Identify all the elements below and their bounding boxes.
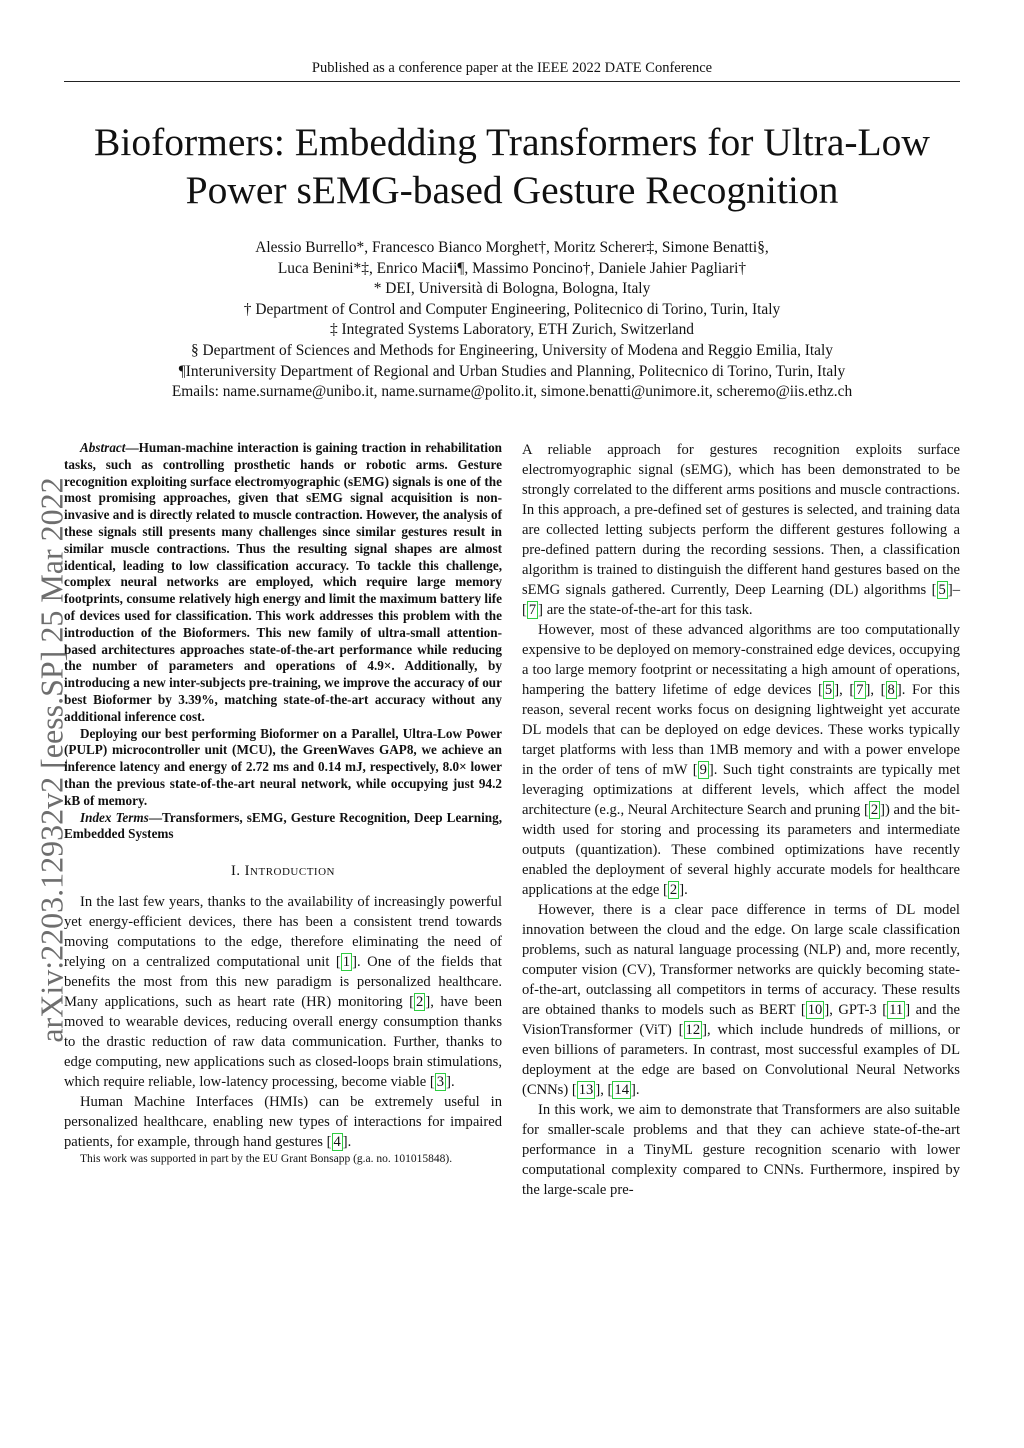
- index-terms: [64, 810, 502, 844]
- text: are the state-of-the-art for this task.: [543, 602, 753, 618]
- text: . Such tight constraints are typically met leveraging optimizations at different levels, which affect the model architecture (e.g., Neural Architecture Search and pruning: [522, 762, 960, 818]
- text: .: [684, 882, 688, 898]
- text: , have been moved to wearable devices, reducing overall energy consumption thanks to the drastic reduction of raw data communication. Further, thanks to edge computing, new applications such as closed-loops brain stimulations, which require reliable, low-latency processing, become viable: [64, 994, 503, 1091]
- right-paragraph-2: However, most of these advanced algorithms are too computationally expensive to be deployed on memory-constrained edge devices, occupying a too large memory footprint or necessitating a high amount of operations, hampering the battery lifetime of edge devices [ 5 ], [ 7 ], [ 8 ]. For this reason, several recent works focus on designing lightweight yet accurate DL models that can be deployed on edge devices. These works typically target platforms with less than 1MB memory and with a power envelope in the order of tens of mW [ 9 ]. Such tight constraints are typically met leveraging optimizations at different levels, which affect the model architecture (e.g., Neural Architecture Search and pruning [ 2 ]) and the bit-width used for storing and processing its parameters and intermediate outputs (quantization). These combined optimizations have recently enabled the deployment of several highly accurate models for healthcare applications at the edge [ 2 ].: [522, 622, 961, 898]
- text: ) and the bit-width used for storing and processing its parameters and intermediate outputs (quantization). These combined optimizations have recently enabled the deployment of several highly accurate models for healthcare applications at the edge: [522, 802, 961, 898]
- author-line-2: Luca Benini*‡, Enrico Macii¶, Massimo Poncino†, Daniele Jahier Pagliari†: [277, 259, 747, 277]
- text: , GPT-3: [829, 1002, 883, 1018]
- citation-link[interactable]: 2: [416, 994, 424, 1011]
- text: . One of the fields that benefits the most from this new paradigm is personalized healthcare. Many applications, such as heart rate (HR) monitoring: [64, 954, 502, 1011]
- text: However, there is a clear pace difference in terms of DL model innovation between the cloud and the edge. On large scale classification problems, such as natural language processing (NLP) and, more recently, computer vision (CV), Transformer networks are quickly becoming state-of-the-art, outclassing all competitors in terms of accuracy. These results are obtained thanks to models such as BERT: [522, 902, 960, 1018]
- text: –: [952, 582, 960, 598]
- text: .: [347, 1134, 352, 1151]
- section-initial: I: [244, 863, 251, 880]
- right-paragraph-3: However, there is a clear pace difference in terms of DL model innovation between the cloud and the edge. On large scale classification problems, such as natural language processing (NLP) and, more recently, computer vision (CV), Transformer networks are quickly becoming state-of-the-art, outclassing all competitors in terms of accuracy. These results are obtained thanks to models such as BERT [ 10 ], GPT-3 [ 11 ] and the VisionTransformer (ViT) [ 12 ], which include hundreds of millions, or even billions of parameters. In contrast, most successful examples of DL deployment at the edge are based on Convolutional Neural Networks (CNNs) [ 13 ], [ 14 ].: [522, 902, 960, 1098]
- citation-link[interactable]: 9: [699, 762, 707, 778]
- text: .: [450, 1074, 455, 1091]
- author-emails: Emails: name.surname@unibo.it, name.surname@polito.it, simone.benatti@unimore.it, scheremo@iis.ethz.ch: [171, 383, 853, 401]
- abstract: [64, 440, 502, 843]
- citation-link[interactable]: 2: [870, 802, 879, 818]
- citation-link[interactable]: 3: [436, 1074, 445, 1091]
- section-title-rest: NTRODUCTION: [250, 866, 335, 879]
- citation-link[interactable]: 2: [669, 882, 678, 898]
- text: A reliable approach for gestures recognition exploits surface electromyographic signal (sEMG), which has been demonstrated to be strongly correlated to the different arms positions and muscle contractions. In this approach, a pre-defined set of gestures is selected, and training data are collected letting subjects perform the different gestures following a pre-defined pattern during the recording sessions. Then, a classification algorithm is trained to distinguish the different hand gestures based on the sEMG signals gathered. Currently, Deep Learning (DL) algorithms: [522, 442, 960, 598]
- abstract-label: Abstract: [80, 440, 126, 455]
- affiliation-2: † Department of Control and Computer Engineering, Politecnico di Torino, Turin, Italy: [243, 300, 781, 318]
- title-line-1: Bioformers: Embedding Transformers for Ultra-Low: [94, 120, 930, 164]
- citation-link[interactable]: 4: [333, 1134, 341, 1151]
- right-paragraph-1: A reliable approach for gestures recognition exploits surface electromyographic signal (sEMG), which has been demonstrated to be strongly correlated to the different arms positions and muscle contractions. In this approach, a pre-defined set of gestures is selected, and training data are collected letting subjects perform the different gestures following a pre-defined pattern during the recording sessions. Then, a classification algorithm is trained to distinguish the different hand gestures based on the sEMG signals gathered. Currently, Deep Learning (DL) algorithms [ 5 ]–[ 7 ] are the state-of-the-art for this task.: [522, 442, 960, 618]
- arxiv-identifier: arXiv:2203.12932v2 [eess.SP] 25 Mar 2022: [33, 477, 70, 1043]
- citation-link[interactable]: 10: [807, 1002, 823, 1018]
- affiliation-4: § Department of Sciences and Methods for Engineering, University of Modena and Reggio Emilia, Italy: [191, 341, 833, 359]
- right-column: [522, 440, 960, 1200]
- citation-link[interactable]: 13: [578, 1082, 594, 1098]
- citation-link[interactable]: 7: [528, 602, 537, 618]
- citation-link[interactable]: 8: [887, 682, 895, 698]
- affiliation-5: ¶Interuniversity Department of Regional and Urban Studies and Planning, Politecnico di Torino, Turin, Italy: [178, 362, 846, 380]
- text: , which include hundreds of millions, or even billions of parameters. In contrast, most successful examples of DL deployment at the edge are based on Convolutional Neural Networks (CNNs): [522, 1022, 960, 1098]
- text: ,: [839, 682, 850, 698]
- text: Human Machine Interfaces (HMIs) can be extremely useful in personalized healthcare, enabling new types of interactions for impaired patients, for example, through hand gestures: [64, 1094, 502, 1151]
- text: .: [635, 1082, 640, 1098]
- citation-link[interactable]: 11: [889, 1002, 904, 1018]
- text: . For this reason, several recent works focus on designing lightweight yet accurate DL models that can be deployed on edge devices. These works typically target platforms with less than 1MB memory and with a power envelope in the order of tens of mW: [522, 682, 960, 778]
- citation-link[interactable]: 7: [856, 682, 864, 698]
- intro-paragraph-1: In the last few years, thanks to the availability of increasingly powerful yet energy-efficient devices, there has been a consistent trend towards moving computations to the edge, therefore eliminating the need of relying on a centralized computational unit [ 1 ]. One of the fields that benefits the most from this new paradigm is personalized healthcare. Many applications, such as heart rate (HR) monitoring [ 2 ], have been moved to wearable devices, reducing overall energy consumption thanks to the drastic reduction of raw data communication. Further, thanks to edge computing, new applications such as closed-loops brain stimulations, which require reliable, low-latency processing, become viable [ 3 ].: [64, 894, 503, 1091]
- section-heading-introduction: [64, 861, 502, 882]
- abstract-text-1: —Human-machine interaction is gaining traction in rehabilitation tasks, such as controlling prosthetic hands or robotic arms. Gesture recognition exploiting surface electromyographic (sEMG) signals is one of the most promising approaches, given that sEMG signal acquisition is non-invasive and is directly related to muscle contraction. However, the analysis of these signals still presents many challenges since similar gestures result in similar muscle contractions. Thus the resulting signal shapes are almost identical, leading to low classification accuracy. To tackle this challenge, complex neural networks are employed, which require large memory footprints, consume relatively high energy and limit the maximum battery life of devices used for classification. This work addresses this problem with the introduction of the Bioformers. This new family of ultra-small attention-based architectures approaches state-of-the-art performance while reducing the number of parameters and operations of 4.9×. Additionally, by introducing a new inter-subjects pre-training, we improve the accuracy of our best Bioformer by 3.39%, matching state-of-the-art accuracy without any additional inference cost.: [64, 440, 502, 724]
- text: ,: [600, 1082, 608, 1098]
- author-block: [64, 238, 960, 403]
- citation-link[interactable]: 12: [685, 1022, 701, 1038]
- intro-paragraph-2: Human Machine Interfaces (HMIs) can be extremely useful in personalized healthcare, enabling new types of interactions for impaired patients, for example, through hand gestures [ 4 ].: [64, 1094, 502, 1151]
- abstract-paragraph-2: Deploying our best performing Bioformer on a Parallel, Ultra-Low Power (PULP) microcontroller unit (MCU), the GreenWaves GAP8, we achieve an inference latency and energy of 2.72 ms and 0.14 mJ, respectively, 8.0× lower than the previous state-of-the-art neural network, while occupying just 94.2 kB of memory.: [64, 725, 502, 808]
- citation-link[interactable]: 14: [614, 1082, 629, 1098]
- citation-link[interactable]: 1: [342, 954, 351, 971]
- title-line-2: Power sEMG-based Gesture Recognition: [185, 168, 839, 212]
- affiliation-1: * DEI, Università di Bologna, Bologna, Italy: [373, 280, 651, 298]
- funding-footnote: This work was supported in part by the EU Grant Bonsapp (g.a. no. 101015848).: [80, 1153, 453, 1166]
- author-line-1: Alessio Burrello*, Francesco Bianco Morghet†, Moritz Scherer‡, Simone Benatti§,: [255, 239, 769, 256]
- text: and the VisionTransformer (ViT): [522, 1002, 960, 1038]
- running-header: Published as a conference paper at the IEEE 2022 DATE Conference: [64, 60, 960, 82]
- text: However, most of these advanced algorithms are too computationally expensive to be deployed on memory-constrained edge devices, occupying a too large memory footprint or necessitating a high amount of operations, hampering the battery lifetime of edge devices: [522, 622, 960, 698]
- text: In the last few years, thanks to the availability of increasingly powerful yet energy-efficient devices, there has been a consistent trend towards moving computations to the edge, therefore eliminating the need of relying on a centralized computational unit: [64, 894, 502, 971]
- abstract-paragraph-1: [64, 440, 502, 726]
- index-terms-text: —Transformers, sEMG, Gesture Recognition, Deep Learning, Embedded Systems: [64, 809, 502, 842]
- paper-title: [40, 118, 984, 214]
- index-terms-label: Index Terms: [80, 809, 149, 825]
- left-column: [64, 440, 502, 1166]
- affiliation-3: ‡ Integrated Systems Laboratory, ETH Zurich, Switzerland: [330, 321, 694, 339]
- right-paragraph-4: In this work, we aim to demonstrate that Transformers are also suitable for smaller-scale problems and that they can achieve state-of-the-art performance in a TinyML gesture recognition scenario with lower computational complexity compared to CNNs. Furthermore, inspired by the large-scale pre-: [522, 1102, 960, 1198]
- citation-link[interactable]: 5: [824, 682, 833, 698]
- section-numeral: I.: [231, 863, 245, 880]
- text: ,: [870, 682, 881, 698]
- citation-link[interactable]: 5: [938, 582, 946, 598]
